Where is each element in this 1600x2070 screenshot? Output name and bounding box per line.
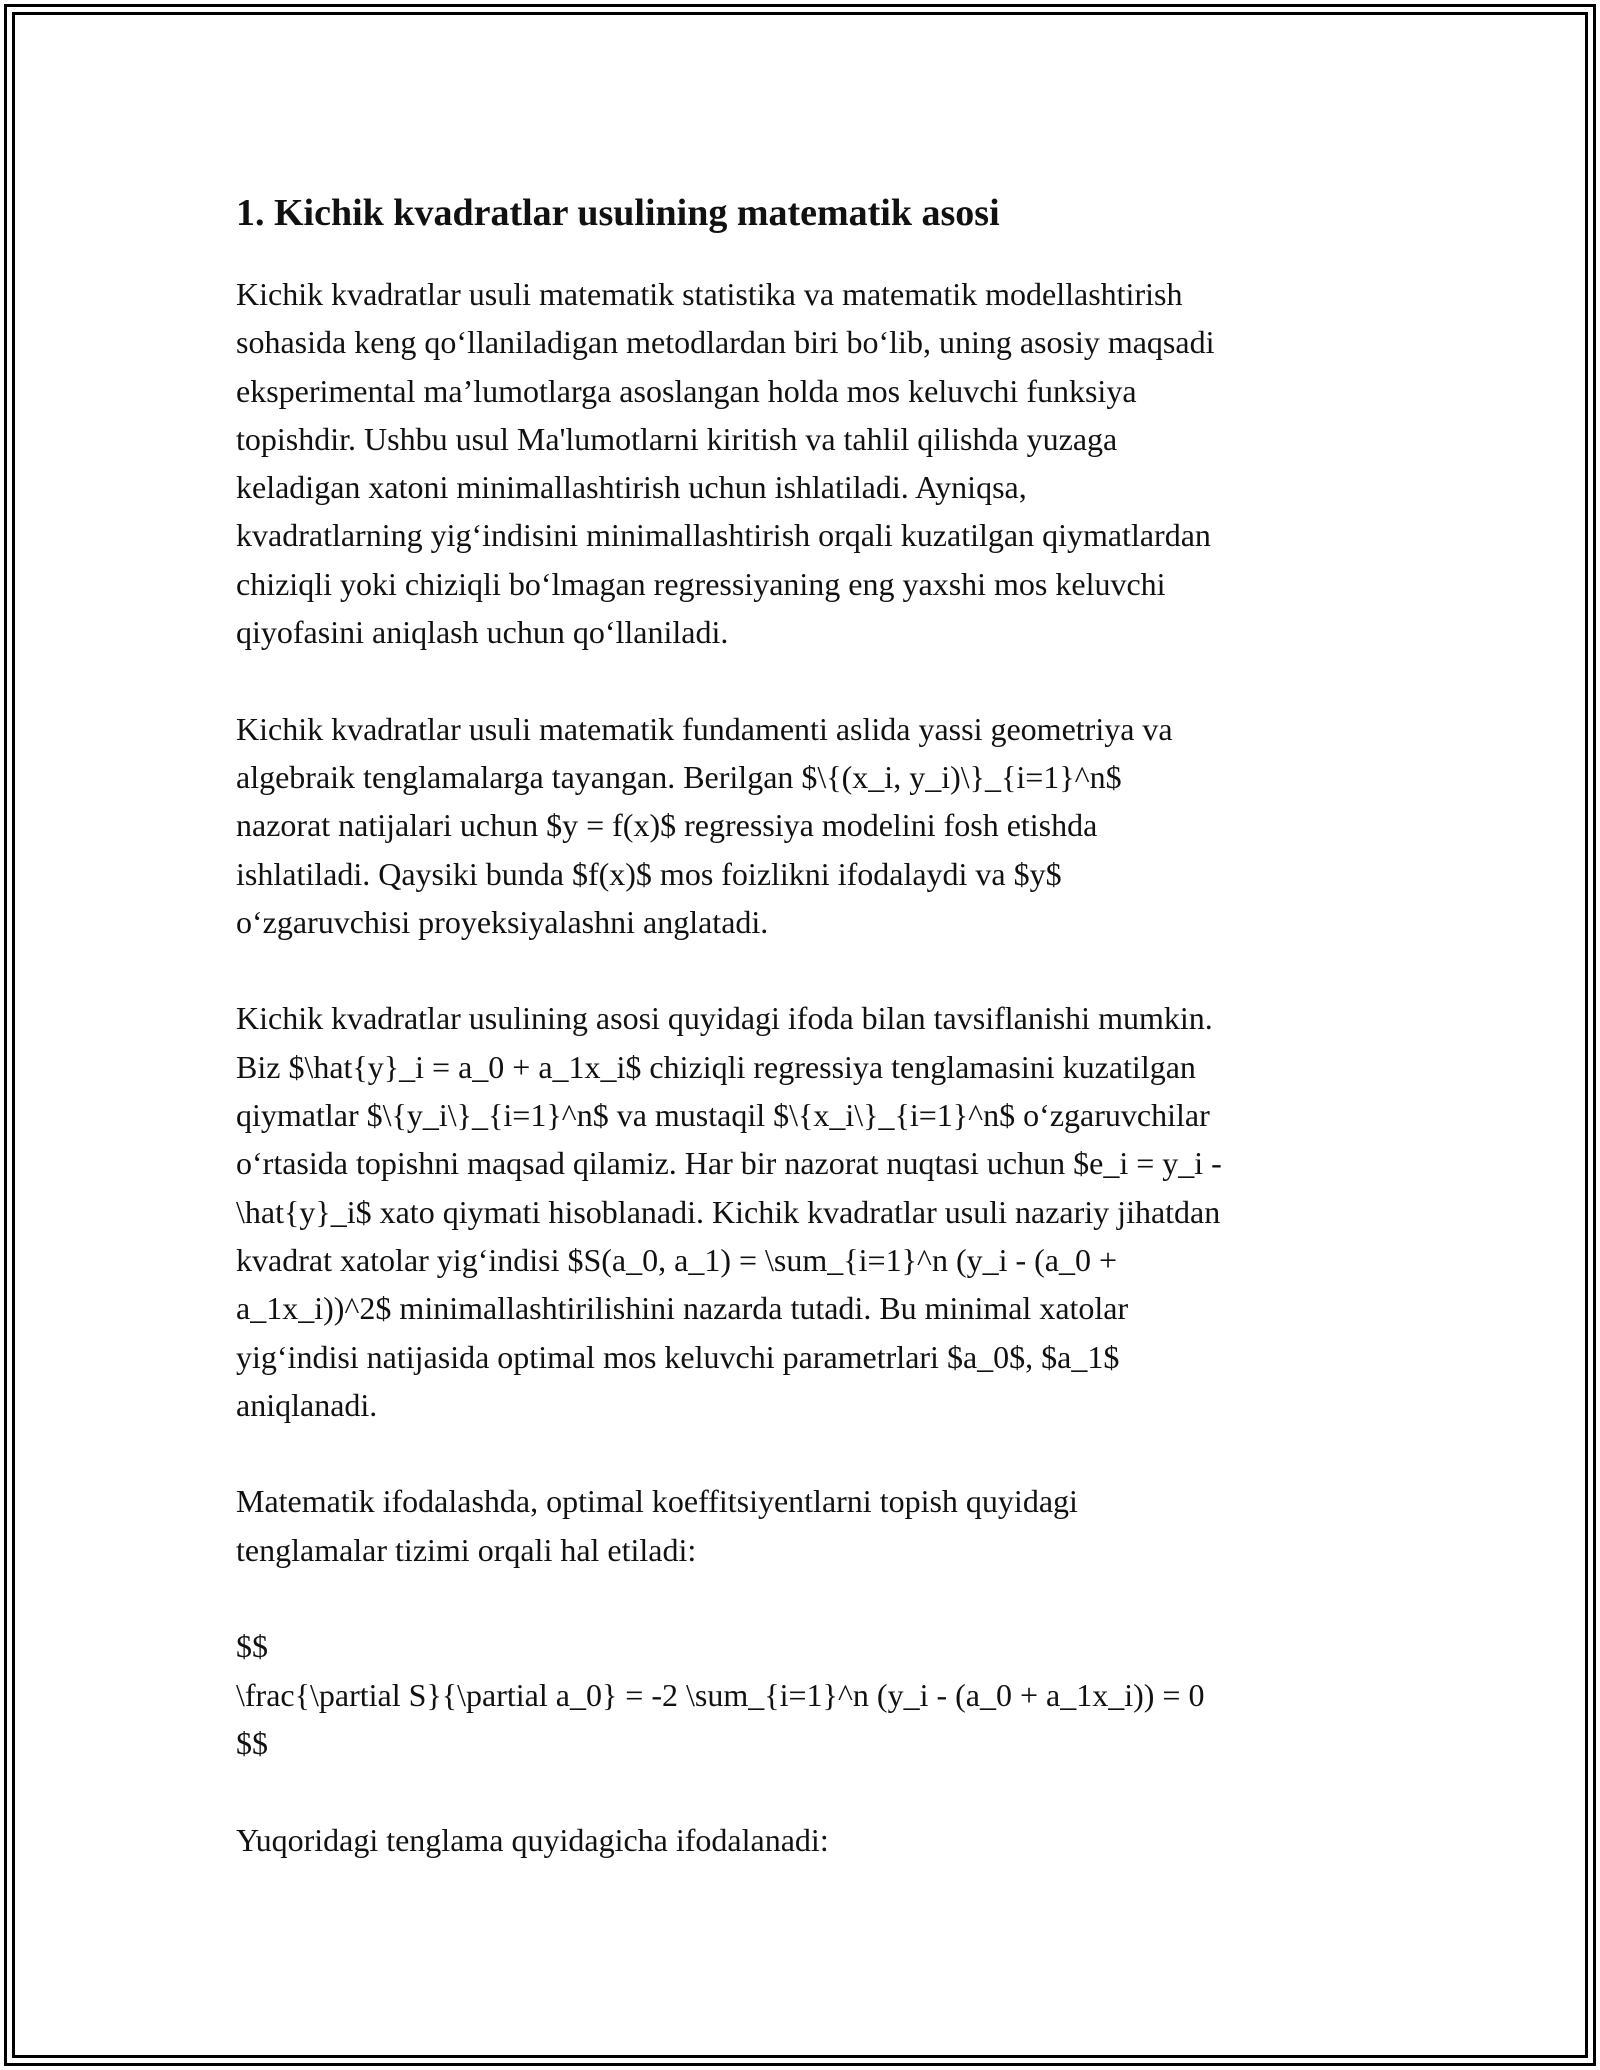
paragraph-line: \hat{y}_i$ xato qiymati hisoblanadi. Kichik kvadratlar usuli nazariy jihatdan — [236, 1193, 1221, 1230]
paragraph-line: nazorat natijalari uchun $y = f(x)$ regressiya modelini fosh etishda — [236, 807, 1098, 844]
paragraph-line: tenglamalar tizimi orqali hal etiladi: — [236, 1531, 697, 1568]
paragraph-line: yig‘indisi natijasida optimal mos keluvchi parametrlari $a_0$, $a_1$ — [236, 1338, 1120, 1375]
paragraph-line: sohasida keng qo‘llaniladigan metodlardan biri bo‘lib, uning asosiy maqsadi — [236, 324, 1215, 361]
paragraph-line: eksperimental ma’lumotlarga asoslangan holda mos keluvchi funksiya — [236, 372, 1137, 409]
document-body — [236, 188, 1376, 1864]
paragraph — [236, 1816, 1376, 1864]
paragraph — [236, 994, 1376, 1429]
paragraph-line: kvadrat xatolar yig‘indisi $S(a_0, a_1) = \sum_{i=1}^n (y_i - (a_0 + — [236, 1241, 1118, 1278]
section-heading: 1. Kichik kvadratlar usulining matematik asosi — [236, 192, 1000, 234]
paragraph-line: qiyofasini aniqlash uchun qo‘llaniladi. — [236, 614, 729, 651]
paragraph-spacer — [236, 1767, 1376, 1815]
paragraph-line: a_1x_i))^2$ minimallashtirilishini nazarda tutadi. Bu minimal xatolar — [236, 1290, 1129, 1327]
paragraph-line: Matematik ifodalashda, optimal koeffitsiyentlarni topish quyidagi — [236, 1483, 1078, 1520]
paragraph-line: $$ — [236, 1724, 268, 1761]
paragraph-line: Kichik kvadratlar usuli matematik fundamenti aslida yassi geometriya va — [236, 710, 1173, 747]
paragraph-spacer — [236, 1574, 1376, 1622]
paragraph-line: Biz $\hat{y}_i = a_0 + a_1x_i$ chiziqli regressiya tenglamasini kuzatilgan — [236, 1048, 1196, 1085]
paragraph-spacer — [236, 656, 1376, 704]
paragraph-line: $$ — [236, 1628, 268, 1665]
paragraph-line: o‘rtasida topishni maqsad qilamiz. Har bir nazorat nuqtasi uchun $e_i = y_i - — [236, 1145, 1222, 1182]
paragraph-line: keladigan xatoni minimallashtirish uchun ishlatiladi. Ayniqsa, — [236, 469, 1027, 506]
paragraph-line: o‘zgaruvchisi proyeksiyalashni anglatadi. — [236, 903, 769, 940]
paragraph — [236, 705, 1376, 946]
paragraph-line: topishdir. Ushbu usul Ma'lumotlarni kiritish va tahlil qilishda yuzaga — [236, 420, 1118, 457]
paragraph — [236, 270, 1376, 656]
paragraph-spacer — [236, 1429, 1376, 1477]
paragraph-line: Kichik kvadratlar usuli matematik statistika va matematik modellashtirish — [236, 276, 1183, 312]
paragraph — [236, 1622, 1376, 1767]
paragraph-line: aniqlanadi. — [236, 1386, 378, 1423]
paragraph-line: ishlatiladi. Qaysiki bunda $f(x)$ mos foizlikni ifodalaydi va $y$ — [236, 855, 1062, 892]
paragraph-line: algebraik tenglamalarga tayangan. Berilgan $\{(x_i, y_i)\}_{i=1}^n$ — [236, 758, 1122, 795]
paragraph-line: qiymatlar $\{y_i\}_{i=1}^n$ va mustaqil $\{x_i\}_{i=1}^n$ o‘zgaruvchilar — [236, 1097, 1210, 1134]
paragraph-line: Kichik kvadratlar usulining asosi quyidagi ifoda bilan tavsiflanishi mumkin. — [236, 1000, 1213, 1037]
paragraph-line: Yuqoridagi tenglama quyidagicha ifodalanadi: — [236, 1821, 829, 1858]
paragraph-line: \frac{\partial S}{\partial a_0} = -2 \sum_{i=1}^n (y_i - (a_0 + a_1x_i)) = 0 — [236, 1676, 1205, 1713]
paragraph-line: chiziqli yoki chiziqli bo‘lmagan regressiyaning eng yaxshi mos keluvchi — [236, 565, 1166, 602]
paragraph-line: kvadratlarning yig‘indisini minimallashtirish orqali kuzatilgan qiymatlardan — [236, 517, 1211, 554]
paragraphs-container — [236, 270, 1376, 1864]
paragraph — [236, 1477, 1376, 1574]
paragraph-spacer — [236, 946, 1376, 994]
